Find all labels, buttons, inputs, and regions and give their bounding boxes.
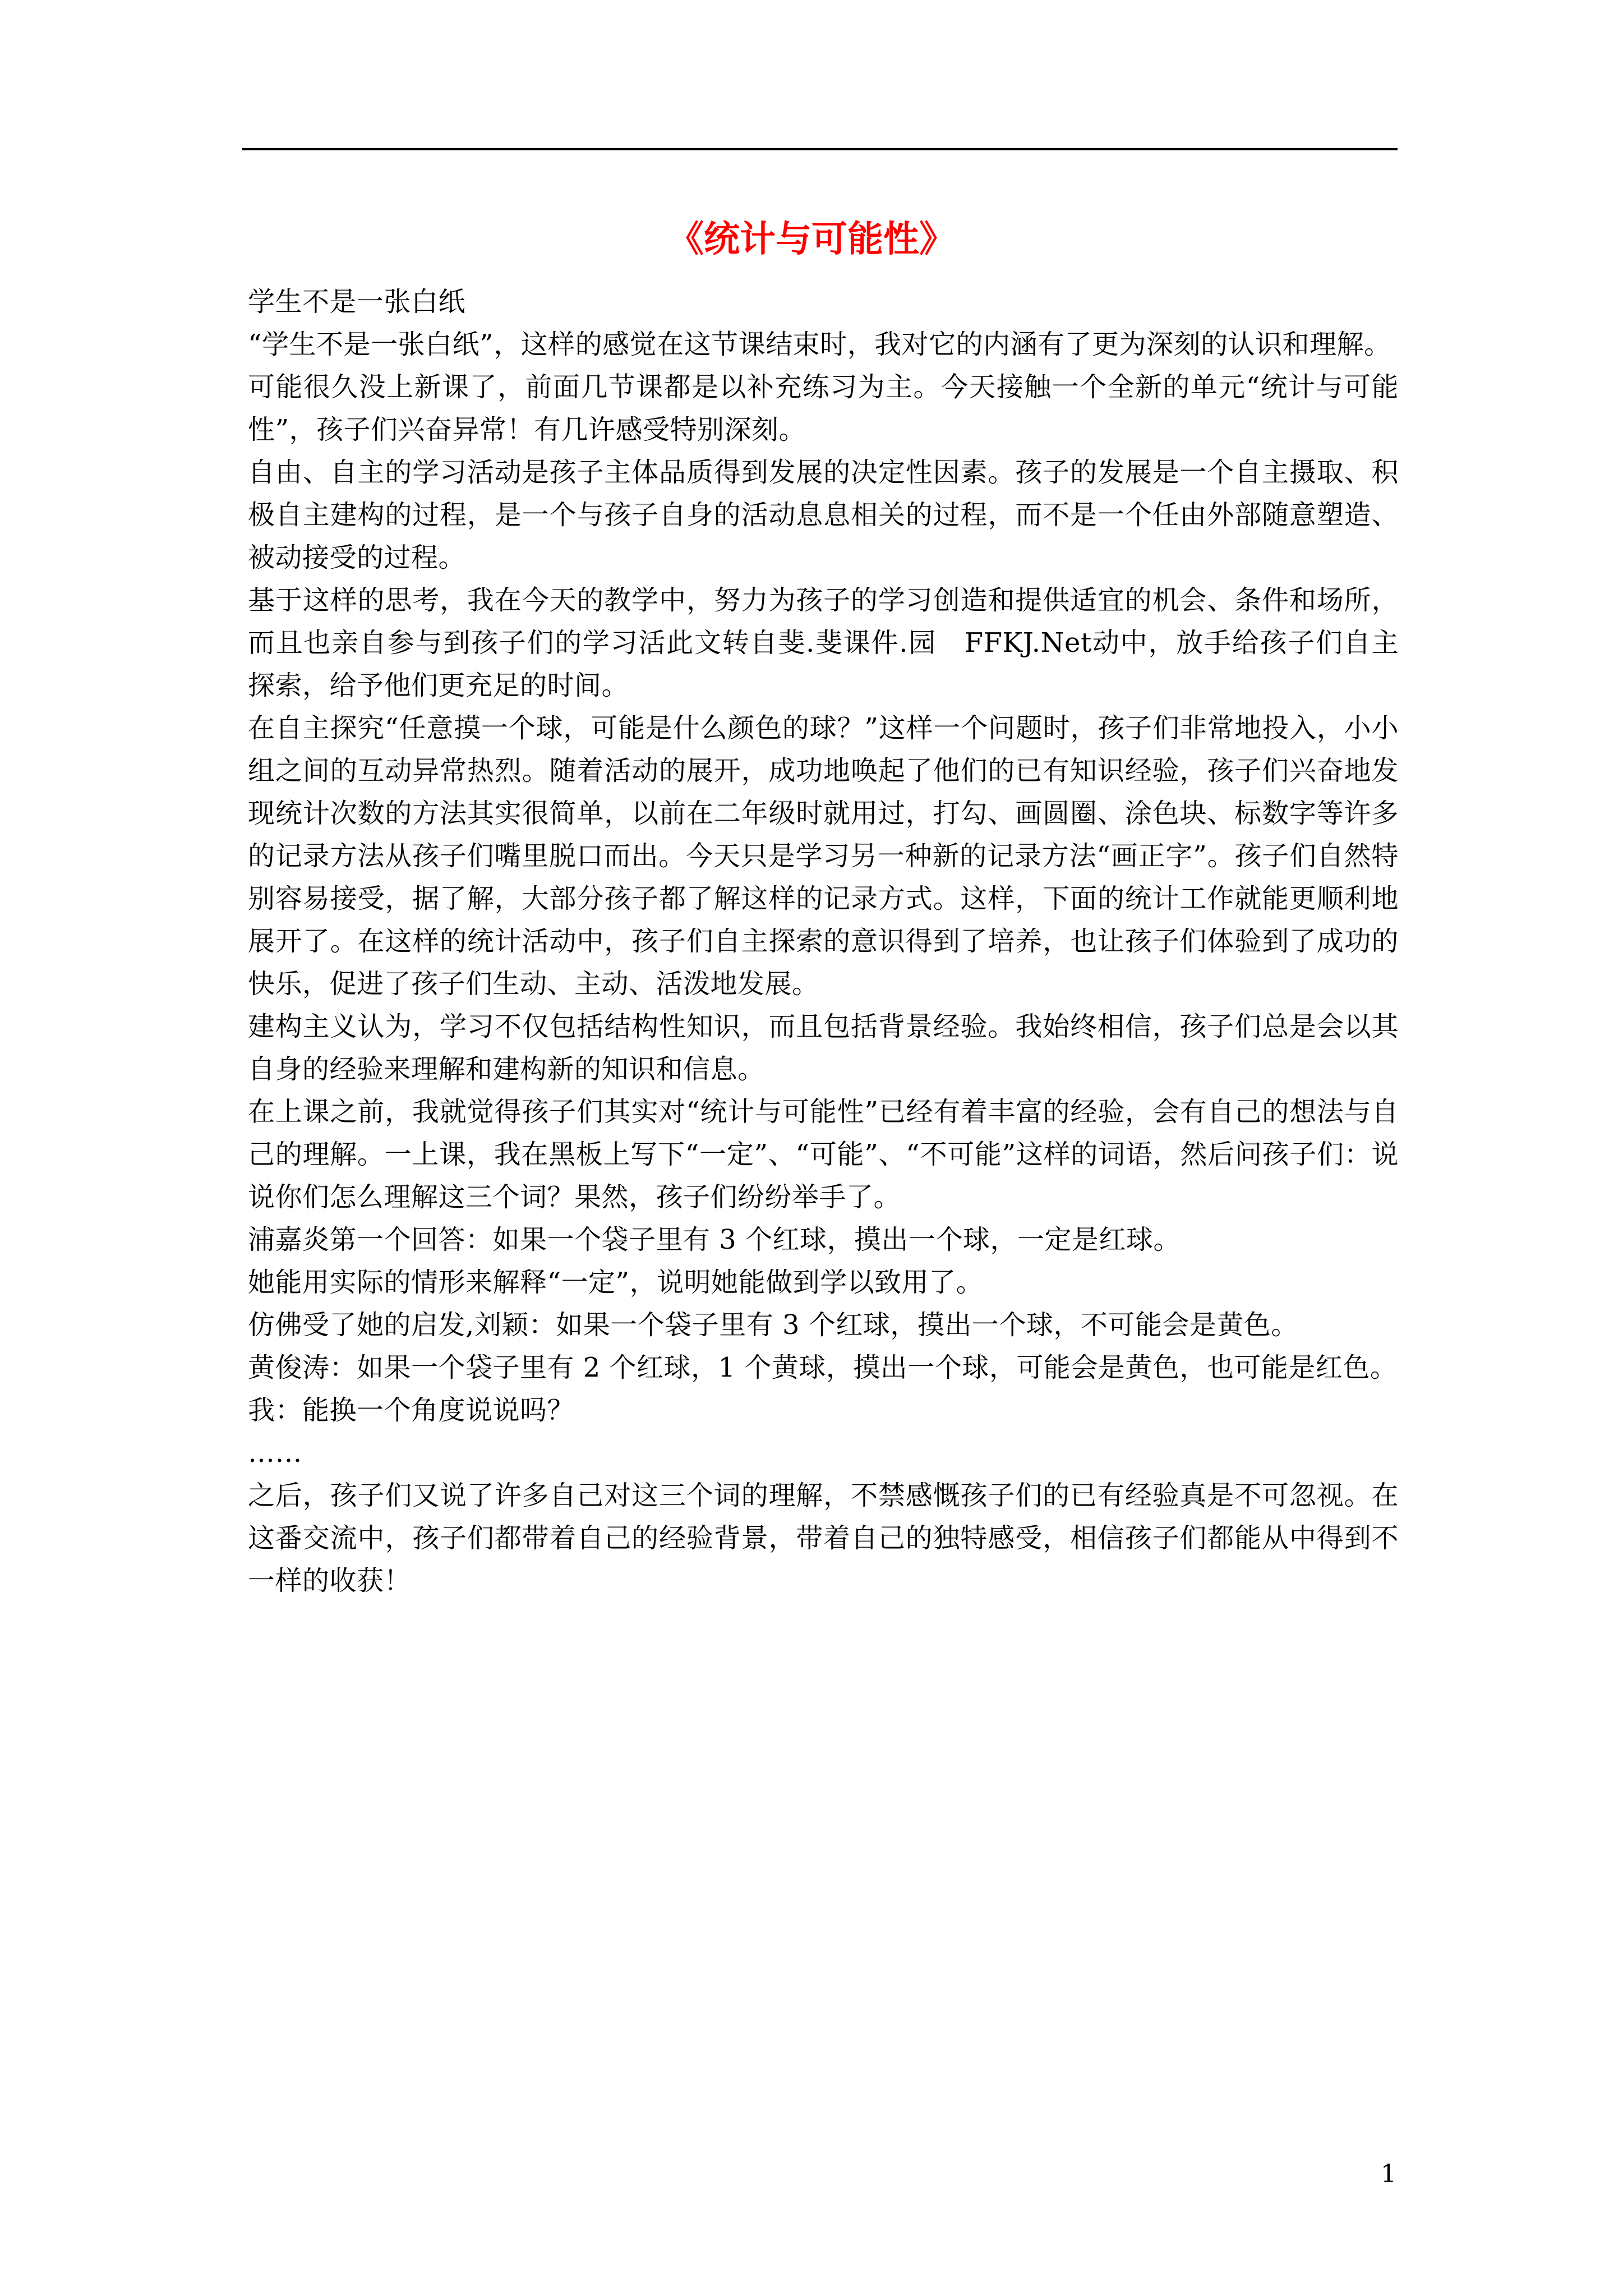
paragraph: 在上课之前，我就觉得孩子们其实对“统计与可能性”已经有着丰富的经验，会有自己的想法与自己的理解。一上课，我在黑板上写下“一定”、“可能”、“不可能”这样的词语，然后问孩子们：说说你们怎么理解这三个词？果然，孩子们纷纷举手了。 bbox=[248, 1096, 1399, 1213]
header-rule bbox=[242, 148, 1398, 150]
paragraph: 我：能换一个角度说说吗？ bbox=[248, 1395, 575, 1426]
paragraph: 她能用实际的情形来解释“一定”，说明她能做到学以致用了。 bbox=[248, 1267, 984, 1298]
page-title: 《统计与可能性》 bbox=[668, 219, 955, 260]
paragraph: 自由、自主的学习活动是孩子主体品质得到发展的决定性因素。孩子的发展是一个自主摄取、积极自主建构的过程，是一个与孩子自身的活动息息相关的过程，而不是一个任由外部随意塑造、被动接受的过程。 bbox=[248, 457, 1399, 573]
paragraph: “学生不是一张白纸”，这样的感觉在这节课结束时，我对它的内涵有了更为深刻的认识和理解。 bbox=[248, 329, 1391, 360]
paragraph: 在自主探究“任意摸一个球，可能是什么颜色的球？”这样一个问题时，孩子们非常地投入，小小组之间的互动异常热烈。随着活动的展开，成功地唤起了他们的已有知识经验，孩子们兴奋地发现统计次数的方法其实很简单，以前在二年级时就用过，打勾、画圆圈、涂色块、标数字等许多的记录方法从孩子们嘴里脱口而出。今天只是学习另一种新的记录方法“画正字”。孩子们自然特别容易接受，据了解，大部分孩子都了解这样的记录方式。这样，下面的统计工作就能更顺利地展开了。在这样的统计活动中，孩子们自主探索的意识得到了培养，也让孩子们体验到了成功的快乐，促进了孩子们生动、主动、活泼地发展。 bbox=[248, 712, 1399, 1000]
paragraph: 浦嘉炎第一个回答：如果一个袋子里有 3 个红球，摸出一个球，一定是红球。 bbox=[248, 1224, 1181, 1255]
page-number: 1 bbox=[1381, 2160, 1396, 2188]
document-body bbox=[248, 280, 1399, 1602]
paragraph: 建构主义认为，学习不仅包括结构性知识，而且包括背景经验。我始终相信，孩子们总是会以其自身的经验来理解和建构新的知识和信息。 bbox=[248, 1011, 1399, 1085]
paragraph: 仿佛受了她的启发,刘颖：如果一个袋子里有 3 个红球，摸出一个球，不可能会是黄色。 bbox=[248, 1309, 1298, 1341]
paragraph-heading: 学生不是一张白纸 bbox=[248, 286, 466, 318]
paragraph: 基于这样的思考，我在今天的教学中，努力为孩子的学习创造和提供适宜的机会、条件和场所，而且也亲自参与到孩子们的学习活此文转自斐.斐课件.园 FFKJ.Net动中，放手给孩子们自主探索，给予他们更充足的时间。 bbox=[248, 585, 1399, 701]
paragraph: 可能很久没上新课了，前面几节课都是以补充练习为主。今天接触一个全新的单元“统计与可能性”，孩子们兴奋异常！有几许感受特别深刻。 bbox=[248, 371, 1399, 445]
paragraph: 之后，孩子们又说了许多自己对这三个词的理解，不禁感慨孩子们的已有经验真是不可忽视。在这番交流中，孩子们都带着自己的经验背景，带着自己的独特感受，相信孩子们都能从中得到不一样的收获！ bbox=[248, 1480, 1399, 1596]
ellipsis-line: …… bbox=[248, 1437, 302, 1469]
paragraph: 黄俊涛：如果一个袋子里有 2 个红球，1 个黄球，摸出一个球，可能会是黄色，也可能是红色。 bbox=[248, 1352, 1398, 1383]
